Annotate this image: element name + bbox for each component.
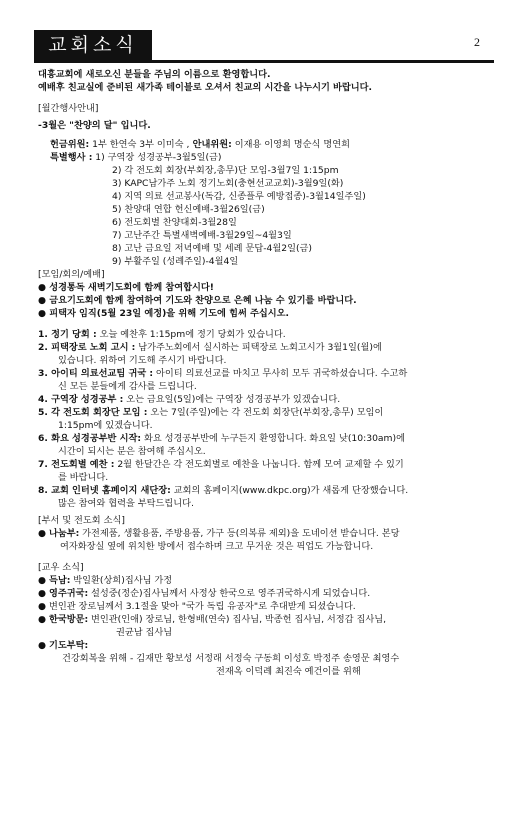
- bullet-icon: ●: [38, 295, 50, 306]
- news-item-continued: 신 모든 분들에게 감사를 드립니다.: [58, 381, 197, 392]
- news-item: 6. 화요 성경공부반 시작: 화요 성경공부반에 누구든지 환영합니다. 화요일 낮(10:30am)에: [38, 433, 405, 444]
- special-item: 1) 구역장 성경공부-3월5일(금): [92, 152, 222, 163]
- section-title: 교회소식: [34, 30, 152, 60]
- special-item: 2) 각 전도회 회장(부회장,총무)단 모임-3월7일 1:15pm: [112, 165, 339, 176]
- bullet-icon: ●: [38, 614, 49, 625]
- duty-row: [38, 138, 496, 151]
- section-heading: [월간행사안내]: [38, 103, 99, 114]
- news-item-continued: 1:15pm에 있겠습니다.: [58, 420, 153, 431]
- guide-label: 안내위원:: [189, 139, 232, 150]
- news-item: 3. 아이티 의료선교팀 귀국 : 아이티 의료선교를 마치고 무사히 모두 귀국하셨습니다. 수고하: [38, 368, 408, 379]
- news-item: 4. 구역장 성경공부 : 오는 금요일(5일)에는 구역장 성경공부가 있겠습니다.: [38, 394, 341, 405]
- bullet-icon: ●: [38, 588, 49, 599]
- meeting-bullet: ● 금요기도회에 함께 참여하여 기도와 찬양으로 은혜 나눔 수 있기를 바랍니다.: [38, 295, 357, 306]
- intro-line: 예배후 친교실에 준비된 새가족 테이블로 오셔서 친교의 시간을 나누시기 바랍니다.: [38, 82, 373, 93]
- news-item: 8. 교회 인터넷 홈페이지 새단장: 교회의 홈페이지(www.dkpc.org)가 새롭게 단장했습니다.: [38, 485, 409, 496]
- bullet-icon: ●: [38, 575, 49, 586]
- section-heading: [모임/회의/예배]: [38, 269, 105, 280]
- news-item-continued: 를 바랍니다.: [58, 472, 109, 483]
- special-item: 4) 지역 의료 선교봉사(독감, 신종플루 예방접종)-3월14일주일): [112, 191, 366, 202]
- special-item: 3) KAPC남가주 노회 정기노회(충현선교교회)-3월9일(화): [112, 178, 344, 189]
- member-item-continued: 권균남 집사님: [116, 627, 173, 638]
- meetings-section: [38, 268, 496, 320]
- duty-label: 헌금위원:: [50, 139, 90, 150]
- news-item: 1. 정기 당회 : 오늘 예찬후 1:15pm에 정기 당회가 있습니다.: [38, 329, 286, 340]
- section-heading: [부서 및 전도회 소식]: [38, 515, 125, 526]
- special-item: 5) 찬양대 연합 헌신예배-3월26일(금): [112, 204, 265, 215]
- bullet-icon: ●: [38, 308, 50, 319]
- prayer-label-row: ● 기도부탁:: [38, 640, 89, 651]
- member-item: ● 득남: 박일환(상희)집사님 가정: [38, 575, 173, 586]
- intro-block: [38, 68, 496, 94]
- department-item-continued: 여자화장실 옆에 위치한 방에서 접수하며 크고 무거운 것은 픽업도 가능합니다.: [60, 541, 374, 552]
- news-item: 7. 전도회별 예찬 : 2월 한달간은 각 전도회별로 예찬을 나눕니다. 함께 모여 교제할 수 있기: [38, 459, 404, 470]
- meeting-bullet: ● 피택자 임직(5월 23일 예정)을 위해 기도에 힘써 주십시오.: [38, 308, 290, 319]
- news-item-continued: 많은 참여와 협력을 부탁드립니다.: [58, 498, 194, 509]
- member-item: ● 변인관 장로님께서 3.1절을 맞아 "국가 독립 유공자"로 추대받게 되셨습니다.: [38, 601, 356, 612]
- bulletin-content: [30, 68, 496, 678]
- bullet-icon: ●: [38, 282, 50, 293]
- special-item: 9) 부활주일 (성례주일)-4월4일: [112, 256, 239, 267]
- special-label: 특별행사 :: [50, 152, 93, 163]
- news-item-continued: 있습니다. 위하여 기도해 주시기 바랍니다.: [58, 355, 227, 366]
- guide-text: 이재용 이영희 명순식 명연희: [231, 139, 350, 150]
- member-item: ● 영주귀국: 설성중(정순)집사님께서 사정상 한국으로 영주귀국하시게 되었습니다.: [38, 588, 371, 599]
- header-rule: [34, 60, 494, 63]
- duty-text: 1부 한연숙 3부 이미숙 ,: [89, 139, 190, 150]
- news-item: 5. 각 전도회 회장단 모임 : 오는 7일(주일)에는 각 전도회 회장단(부회장,총무) 모임이: [38, 407, 384, 418]
- special-item: 7) 고난주간 특별새벽예배-3월29일~4월3일: [112, 230, 292, 241]
- page-header: [34, 30, 494, 60]
- member-item: ● 한국방문: 변인관(인애) 장로님, 한형배(연숙) 집사님, 박종헌 집사님, 서정갑 집사님,: [38, 614, 387, 625]
- monthly-theme: -3월은 "찬양의 달" 입니다.: [38, 120, 151, 131]
- special-row: [38, 151, 496, 164]
- meeting-bullet: ● 성경통독 새벽기도회에 함께 참여합시다!: [38, 282, 214, 293]
- intro-line: 대흥교회에 새로오신 분들을 주님의 이름으로 환영합니다.: [38, 69, 271, 80]
- special-item: 8) 고난 금요일 저녁예배 및 세례 문답-4월2일(금): [112, 243, 313, 254]
- prayer-line: 전재옥 이덕례 최진숙 예건이를 위해: [216, 666, 361, 677]
- bullet-icon: ●: [38, 640, 49, 651]
- section-heading: [교우 소식]: [38, 562, 84, 573]
- news-item: 2. 피택장로 노회 고시 : 남가주노회에서 실시하는 피택장로 노회고시가 3월1일(월)에: [38, 342, 382, 353]
- news-item-continued: 시간이 되시는 분은 참여해 주십시오.: [58, 446, 206, 457]
- department-item: ● 나눔부: 가전제품, 생활용품, 주방용품, 가구 등(의복류 제외)을 도네이션 받습니다. 본당: [38, 528, 400, 539]
- special-item: 6) 전도회별 찬양대회-3월28일: [112, 217, 237, 228]
- prayer-line: 건강회복을 위해 - 김재만 황보성 서정래 서정숙 구동희 이성호 박정주 송영문 최영수: [62, 653, 400, 664]
- members-section: [38, 561, 496, 678]
- monthly-section: [38, 102, 496, 268]
- page-number: 2: [474, 35, 480, 49]
- bullet-icon: ●: [38, 528, 49, 539]
- news-list: [38, 328, 496, 510]
- departments-section: [38, 514, 496, 553]
- bullet-icon: ●: [38, 601, 49, 612]
